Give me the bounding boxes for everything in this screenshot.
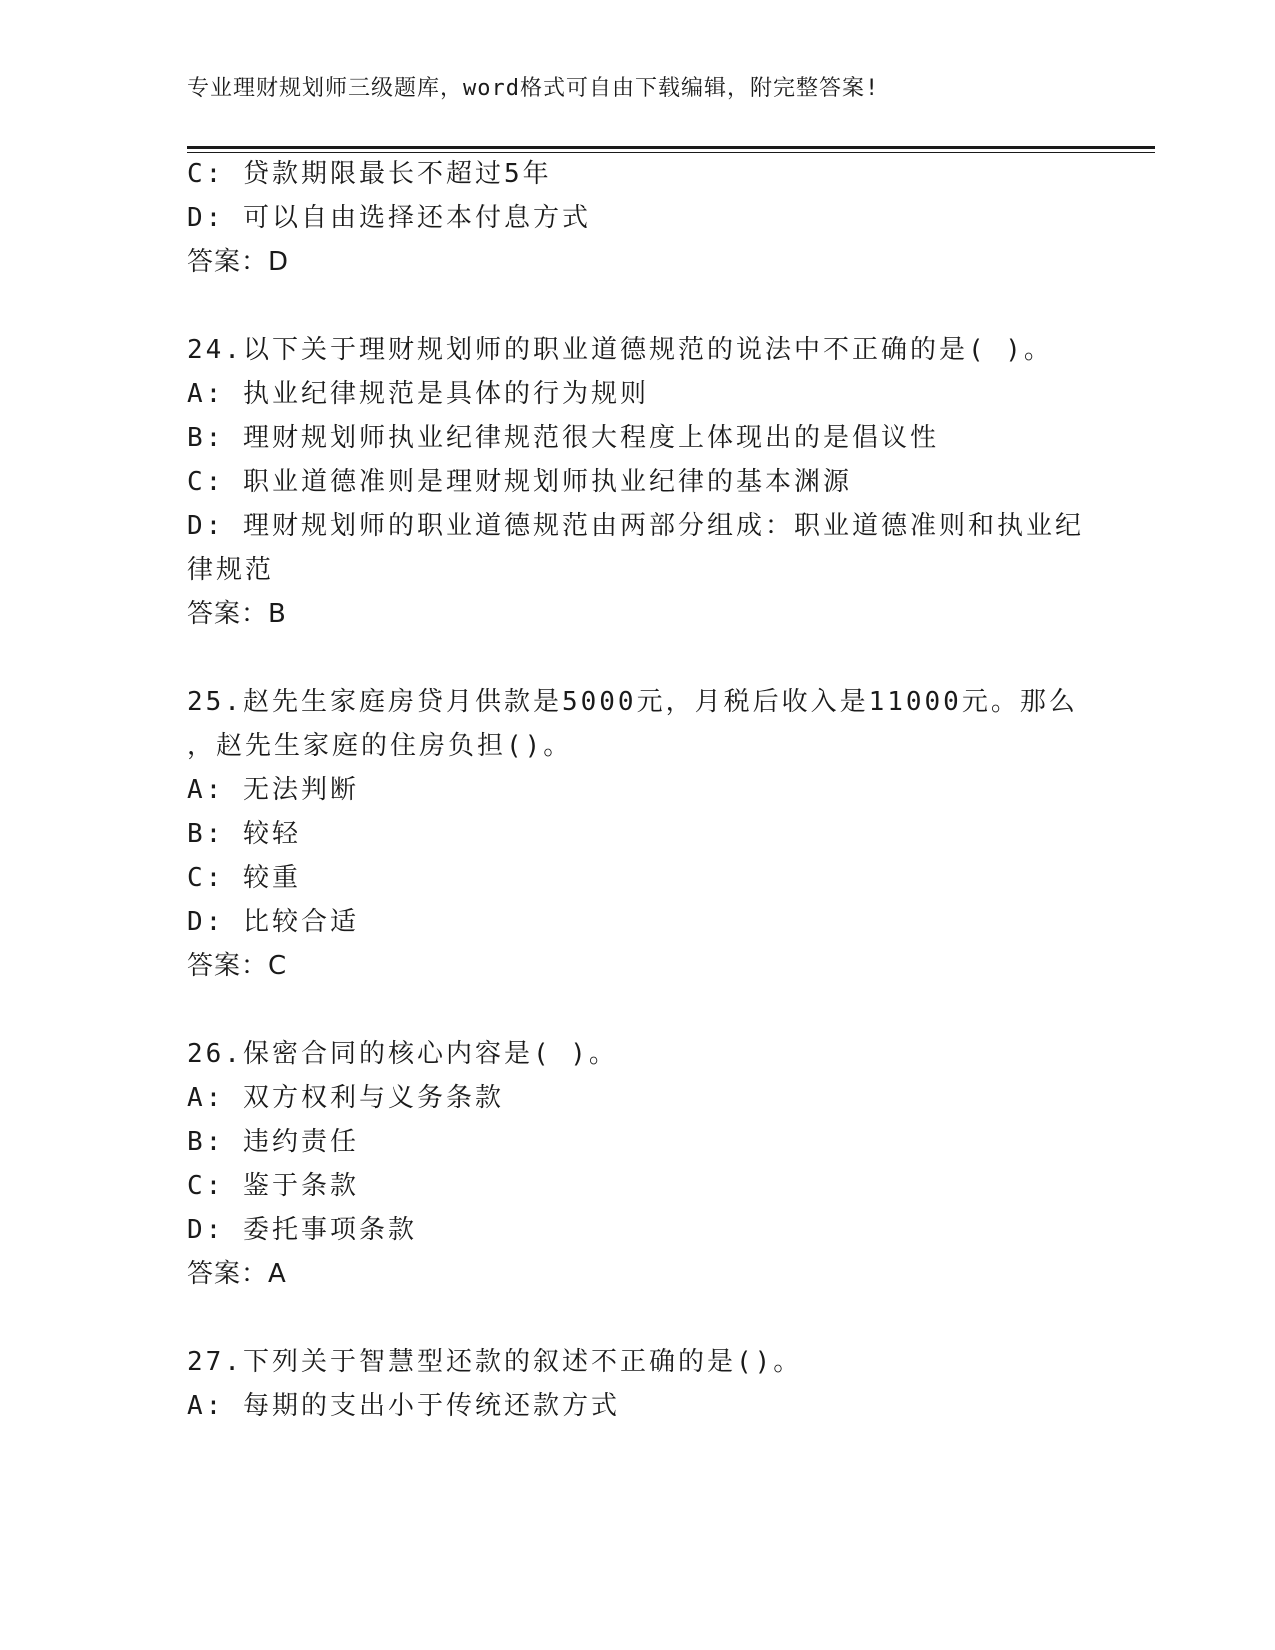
option-line: A: 双方权利与义务条款	[187, 1083, 504, 1113]
option-line: D: 委托事项条款	[187, 1215, 417, 1245]
header-divider	[187, 146, 1155, 153]
option-line: C: 鉴于条款	[187, 1171, 359, 1201]
question-line: 27.下列关于智慧型还款的叙述不正确的是()。	[187, 1347, 803, 1377]
option-line: D: 比较合适	[187, 907, 359, 937]
option-line: C: 职业道德准则是理财规划师执业纪律的基本渊源	[187, 467, 852, 497]
option-line: C: 较重	[187, 863, 301, 893]
answer-line: 答案：D	[187, 247, 290, 277]
option-line: A: 执业纪律规范是具体的行为规则	[187, 379, 649, 409]
question-line: 24.以下关于理财规划师的职业道德规范的说法中不正确的是( )。	[187, 335, 1053, 365]
question-line: 25.赵先生家庭房贷月供款是5000元，月税后收入是11000元。那么	[187, 687, 1078, 717]
option-line: A: 每期的支出小于传统还款方式	[187, 1391, 620, 1421]
answer-line: 答案：C	[187, 951, 288, 981]
option-line: B: 违约责任	[187, 1127, 359, 1157]
question-line: 26.保密合同的核心内容是( )。	[187, 1039, 618, 1069]
option-line: C: 贷款期限最长不超过5年	[187, 159, 552, 189]
page-header-text: 专业理财规划师三级题库，word格式可自由下载编辑，附完整答案!	[187, 76, 880, 101]
answer-line: 答案：A	[187, 1259, 287, 1289]
option-line: B: 较轻	[187, 819, 301, 849]
option-line: B: 理财规划师执业纪律规范很大程度上体现出的是倡议性	[187, 423, 939, 453]
answer-line: 答案：B	[187, 599, 287, 629]
option-line: A: 无法判断	[187, 775, 359, 805]
question-line-continued: ，赵先生家庭的住房负担()。	[187, 731, 573, 761]
option-line: D: 理财规划师的职业道德规范由两部分组成：职业道德准则和执业纪	[187, 511, 1084, 541]
option-line-continued: 律规范	[187, 555, 275, 585]
option-line: D: 可以自由选择还本付息方式	[187, 203, 591, 233]
